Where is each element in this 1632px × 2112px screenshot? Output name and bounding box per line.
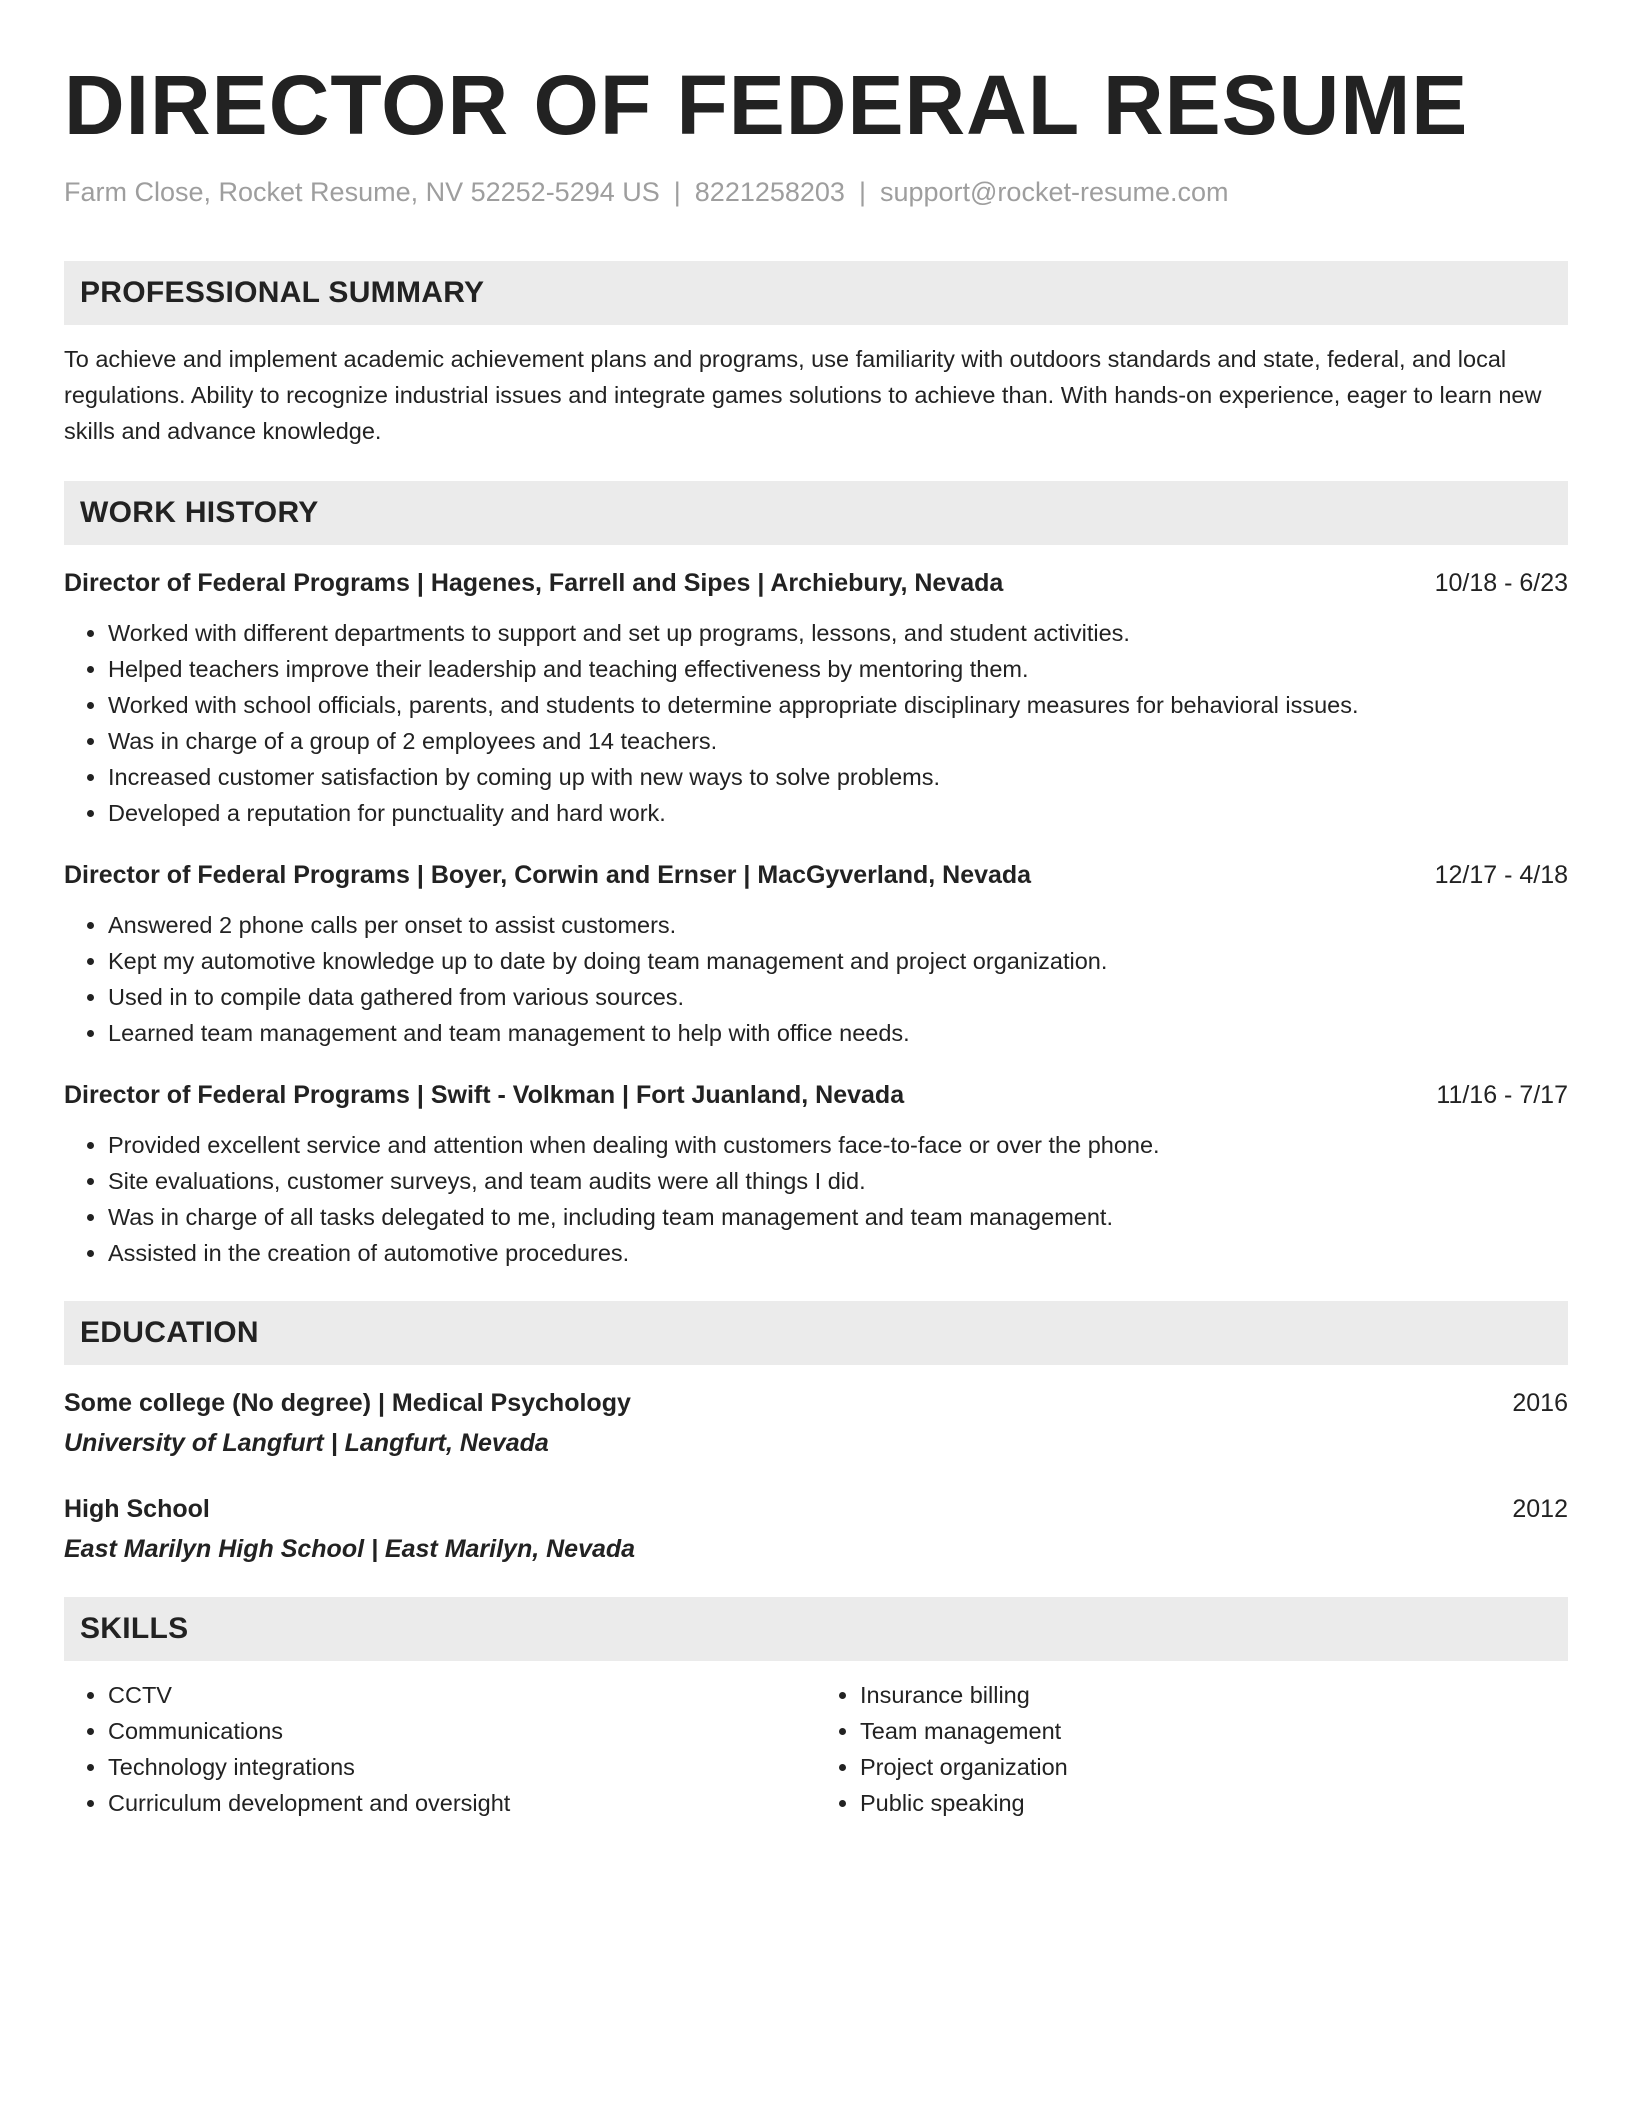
job-dates: 12/17 - 4/18 <box>1434 861 1568 889</box>
section-heading-education: EDUCATION <box>64 1301 1568 1365</box>
job-bullets <box>64 1127 1568 1271</box>
job-bullet: • Helped teachers improve their leadership and teaching effectiveness by mentoring them. <box>108 651 1568 687</box>
job-bullet: • Provided excellent service and attention when dealing with customers face-to-face or over the phone. <box>108 1127 1568 1163</box>
contact-email[interactable]: support@rocket-resume.com <box>879 177 1229 207</box>
skill-item: • Curriculum development and oversight <box>108 1785 816 1821</box>
section-heading-work-history: WORK HISTORY <box>64 481 1568 545</box>
job-title: Director of Federal Programs | Boyer, Corwin and Ernser | MacGyverland, Nevada <box>64 861 1032 889</box>
job-title: Director of Federal Programs | Hagenes, Farrell and Sipes | Archiebury, Nevada <box>64 569 1004 597</box>
education-degree: Some college (No degree) | Medical Psychology <box>64 1389 631 1417</box>
education-year: 2016 <box>1512 1389 1568 1417</box>
job-bullet: • Learned team management and team management to help with office needs. <box>108 1015 1568 1051</box>
contact-line <box>64 175 1568 209</box>
contact-separator: | <box>858 177 866 207</box>
job-entry <box>64 857 1568 1051</box>
education-degree: High School <box>64 1495 210 1523</box>
job-dates: 11/16 - 7/17 <box>1436 1081 1568 1109</box>
contact-phone: 8221258203 <box>694 177 845 207</box>
education-school: East Marilyn High School | East Marilyn, Nevada <box>64 1535 636 1563</box>
section-heading-summary: PROFESSIONAL SUMMARY <box>64 261 1568 325</box>
job-bullet: • Site evaluations, customer surveys, and team audits were all things I did. <box>108 1163 1568 1199</box>
job-dates: 10/18 - 6/23 <box>1434 569 1568 597</box>
job-bullet: • Was in charge of all tasks delegated to me, including team management and team management. <box>108 1199 1568 1235</box>
contact-separator: | <box>673 177 681 207</box>
skill-item: • Insurance billing <box>860 1677 1568 1713</box>
job-bullet: • Developed a reputation for punctuality and hard work. <box>108 795 1568 831</box>
skill-item: • CCTV <box>108 1677 816 1713</box>
education-entry <box>64 1491 1568 1567</box>
job-bullet: • Kept my automotive knowledge up to date by doing team management and project organization. <box>108 943 1568 979</box>
skill-item: • Project organization <box>860 1749 1568 1785</box>
skills-column-right <box>816 1677 1568 1821</box>
skills-list <box>64 1677 1568 1821</box>
summary-text: To achieve and implement academic achievement plans and programs, use familiarity with outdoors standards and state, federal, and local regulations. Ability to recognize industrial issues and integrate games solutions to achieve than. With hands-on experience, eager to learn new skills and advance knowledge. <box>64 346 1542 444</box>
job-entry <box>64 565 1568 831</box>
skills-column-left <box>64 1677 816 1821</box>
contact-address: Farm Close, Rocket Resume, NV 52252-5294 US <box>64 177 660 207</box>
skill-item: • Public speaking <box>860 1785 1568 1821</box>
skill-item: • Communications <box>108 1713 816 1749</box>
job-bullet: • Was in charge of a group of 2 employees and 14 teachers. <box>108 723 1568 759</box>
job-entry <box>64 1077 1568 1271</box>
job-bullets <box>64 615 1568 831</box>
job-bullet: • Worked with different departments to support and set up programs, lessons, and student activities. <box>108 615 1568 651</box>
resume-title: DIRECTOR OF FEDERAL RESUME <box>64 58 1469 152</box>
education-school: University of Langfurt | Langfurt, Nevada <box>64 1429 549 1457</box>
job-bullet: • Assisted in the creation of automotive procedures. <box>108 1235 1568 1271</box>
job-title: Director of Federal Programs | Swift - Volkman | Fort Juanland, Nevada <box>64 1081 905 1109</box>
skill-item: • Technology integrations <box>108 1749 816 1785</box>
job-bullet: • Increased customer satisfaction by coming up with new ways to solve problems. <box>108 759 1568 795</box>
job-bullet: • Answered 2 phone calls per onset to assist customers. <box>108 907 1568 943</box>
education-entry <box>64 1385 1568 1461</box>
skill-item: • Team management <box>860 1713 1568 1749</box>
education-year: 2012 <box>1512 1495 1568 1523</box>
section-heading-skills: SKILLS <box>64 1597 1568 1661</box>
job-bullets <box>64 907 1568 1051</box>
job-bullet: • Used in to compile data gathered from various sources. <box>108 979 1568 1015</box>
job-bullet: • Worked with school officials, parents, and students to determine appropriate disciplinary measures for behavioral issues. <box>108 687 1568 723</box>
